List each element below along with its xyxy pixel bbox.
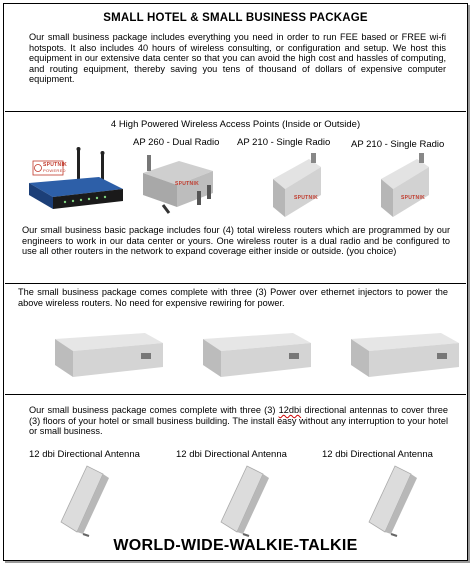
antenna-caption-3: 12 dbi Directional Antenna	[322, 449, 433, 460]
ap260-brand: SPUTNIK	[175, 181, 200, 187]
section-divider	[5, 283, 466, 284]
access-points-title: 4 High Powered Wireless Access Points (Inside or Outside)	[110, 119, 361, 130]
poe-section	[5, 285, 466, 394]
antenna-description-text: Our small business package comes complete with three (3)	[29, 405, 279, 415]
access-points-section	[5, 113, 466, 283]
directional-antenna-image-3	[357, 462, 429, 536]
router-brand-sub: POWERED	[43, 168, 66, 173]
ap210-image-2	[375, 151, 435, 221]
package-sheet	[3, 3, 468, 561]
antenna-description-text-end: directional antennas to cover three (3) floors of your hotel or small business building. The install easy without any interruption to your hotel or small business.	[29, 405, 449, 437]
section-divider	[5, 111, 466, 112]
poe-injector-image-1	[49, 321, 169, 383]
router-antenna-left	[77, 149, 80, 179]
antenna-caption-2: 12 dbi Directional Antenna	[176, 449, 287, 460]
router-brand-label: SPUTNIK	[43, 162, 68, 168]
directional-antenna-image-1	[49, 462, 121, 536]
ap-caption-1: AP 260 - Dual Radio	[133, 137, 220, 148]
antenna-caption-1: 12 dbi Directional Antenna	[29, 449, 140, 460]
antenna-section	[5, 396, 466, 560]
access-points-description: Our small business basic package includes four (4) total wireless routers which are programmed by our engineers to work in our data center or yours. One wireless router is a dual radio and be configured to use all other routers in the network to expand coverage either inside or outside. (you choice)	[22, 225, 450, 257]
router-antenna-right	[101, 153, 104, 181]
ap210-brand-2: SPUTNIK	[401, 195, 426, 201]
intro-paragraph: Our small business package includes everything you need in order to run FEE based or FREE wi-fi hotspots. It also includes 40 hours of wireless consulting, or configuration and setup. We host this equipment in our extensive data center so that you can avoid the high cost and hassles of computing, and routing equipment, thereby saving you tens of thousand of dollars of expensive computer equipment.	[29, 32, 446, 85]
poe-injector-image-2	[197, 321, 317, 383]
ap210-image-1	[267, 151, 327, 221]
section-divider	[5, 394, 466, 395]
page-title: SMALL HOTEL & SMALL BUSINESS PACKAGE	[103, 12, 368, 24]
ap-caption-2: AP 210 - Single Radio	[237, 137, 331, 148]
directional-antenna-image-2	[209, 462, 281, 536]
poe-injector-image-3	[345, 321, 465, 383]
wireless-router-image	[25, 147, 125, 221]
intro-section	[5, 4, 466, 111]
ap210-brand-1: SPUTNIK	[294, 195, 319, 201]
antenna-description-flagged: 12dbi	[278, 405, 302, 415]
footer-brand: WORLD-WIDE-WALKIE-TALKIE	[113, 537, 358, 554]
poe-description: The small business package comes complete with three (3) Power over ethernet injectors to power the above wireless routers. No need for expensive rewiring for power.	[18, 287, 448, 308]
ap-caption-3: AP 210 - Single Radio	[351, 139, 445, 150]
antenna-description	[29, 405, 448, 437]
